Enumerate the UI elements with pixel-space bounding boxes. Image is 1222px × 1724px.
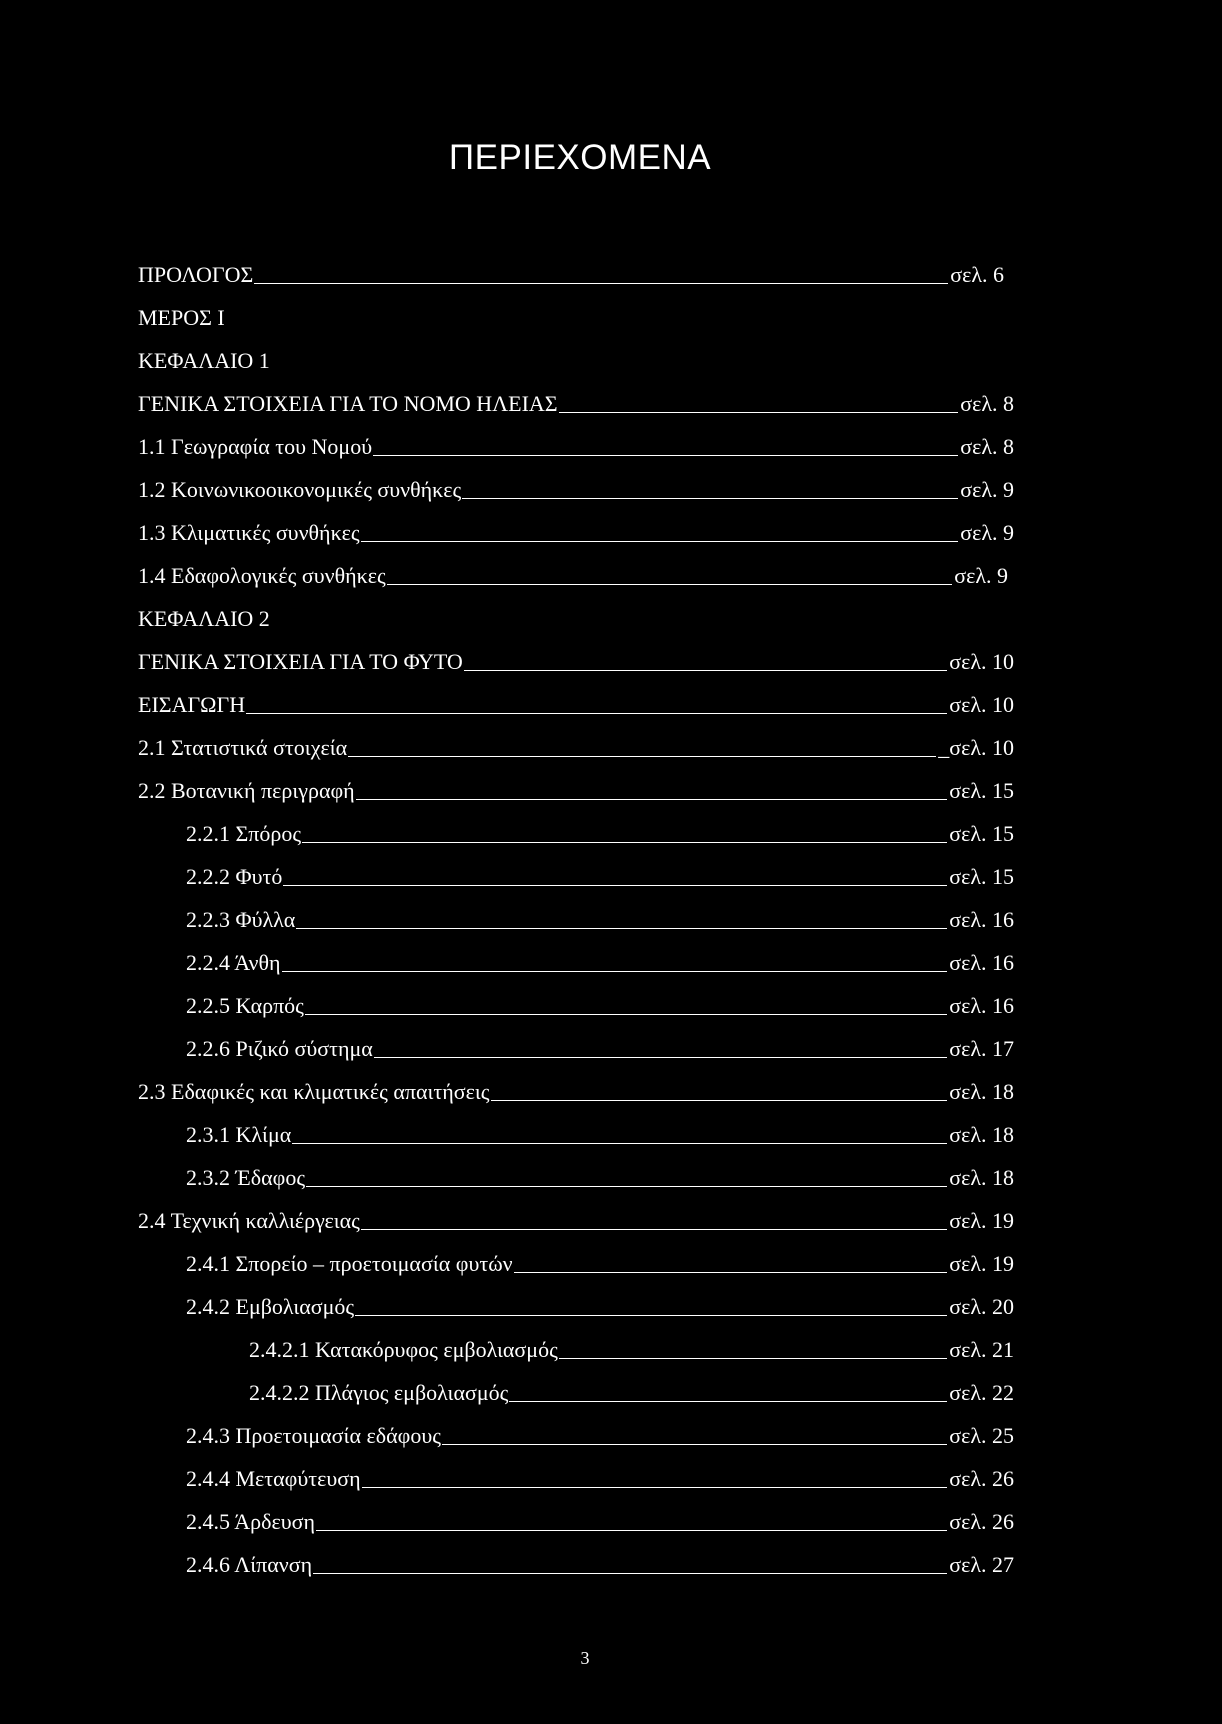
toc-entry-label: 2.2.5 Καρπός [186,993,304,1018]
toc-entry-page: σελ. 19 [949,1208,1014,1233]
toc-leader-line [306,1186,947,1187]
toc-entry [138,563,1008,589]
toc-entry [186,993,1014,1019]
toc-entry-page: σελ. 18 [949,1122,1014,1147]
toc-entry-page: σελ. 8 [960,434,1014,459]
toc-entry-page: σελ. 15 [949,821,1014,846]
toc-leader-line [246,713,947,714]
toc-entry [138,1079,1014,1105]
toc-leader-line [292,1143,947,1144]
toc-entry-page: σελ. 9 [954,563,1008,588]
toc-entry-label: 2.2 Βοτανική περιγραφή [138,778,355,803]
toc-leader-line [442,1444,947,1445]
toc-leader-line [296,928,947,929]
toc-entry [186,1552,1014,1578]
toc-entry [186,1509,1014,1535]
toc-leader-line [462,498,958,499]
toc-entry [186,864,1014,890]
toc-entry-page: σελ. 19 [949,1251,1014,1276]
toc-entry-page: σελ. 8 [960,391,1014,416]
toc-leader-line [282,971,948,972]
toc-entry-label: ΚΕΦΑΛΑΙΟ 2 [138,606,270,631]
toc-leader-line [305,1014,947,1015]
toc-leader-line [387,584,953,585]
toc-entry-page: σελ. 9 [960,477,1014,502]
toc-entry [138,348,270,374]
toc-entry-page: σελ. 25 [949,1423,1014,1448]
toc-leader-line [361,541,959,542]
toc-leader-line [348,756,936,757]
toc-entry [186,1294,1014,1320]
toc-entry-label: 1.4 Εδαφολογικές συνθήκες [138,563,386,588]
toc-entry [186,1423,1014,1449]
toc-entry [249,1380,1014,1406]
toc-entry [249,1337,1014,1363]
toc-leader-line [283,885,947,886]
toc-leader-line [464,670,947,671]
toc-entry-label: 2.3.1 Κλίμα [186,1122,292,1147]
toc-entry-page: σελ. 22 [949,1380,1014,1405]
toc-entry-label: 2.2.3 Φύλλα [186,907,296,932]
toc-entry [138,262,1004,288]
toc-entry-label: 2.2.6 Ριζικό σύστημα [186,1036,373,1061]
toc-entry [186,821,1014,847]
toc-entry-page: σελ. 18 [949,1079,1014,1104]
toc-entry-label: ΕΙΣΑΓΩΓΗ [138,692,246,717]
toc-entry-label: 1.1 Γεωγραφία του Νομού [138,434,373,459]
toc-entry [138,1208,1014,1234]
toc-leader-line [355,1315,947,1316]
toc-leader-line [374,1057,947,1058]
toc-entry-label: 2.2.1 Σπόρος [186,821,302,846]
toc-entry-page: _σελ. 10 [938,735,1014,760]
toc-entry-label: 2.4.4 Μεταφύτευση [186,1466,361,1491]
toc-leader-line [356,799,948,800]
toc-leader-line [254,283,948,284]
toc-entry [186,1165,1014,1191]
toc-entry [138,434,1014,460]
toc-entry [138,477,1014,503]
toc-leader-line [514,1272,948,1273]
toc-leader-line [362,1487,948,1488]
toc-entry-label: 2.4.2.1 Κατακόρυφος εμβολιασμός [249,1337,558,1362]
toc-leader-line [559,412,959,413]
toc-entry [138,606,270,632]
toc-entry-label: 2.4.2 Εμβολιασμός [186,1294,355,1319]
toc-entry [186,1036,1014,1062]
toc-entry-label: 2.4.3 Προετοιμασία εδάφους [186,1423,441,1448]
toc-entry [138,520,1014,546]
toc-entry-label: 2.4.6 Λίπανση [186,1552,313,1577]
toc-entry [186,1122,1014,1148]
toc-entry-label: ΚΕΦΑΛΑΙΟ 1 [138,348,270,373]
toc-entry-label: ΓΕΝΙΚΑ ΣΤΟΙΧΕΙΑ ΓΙΑ ΤΟ ΝΟΜΟ ΗΛΕΙΑΣ [138,391,558,416]
toc-leader-line [316,1530,947,1531]
toc-entry-label: ΓΕΝΙΚΑ ΣΤΟΙΧΕΙΑ ΓΙΑ ΤΟ ΦΥΤΟ [138,649,463,674]
toc-entry-label: ΜΕΡΟΣ Ι [138,305,225,330]
toc-entry-label: 2.4.2.2 Πλάγιος εμβολιασμός [249,1380,509,1405]
toc-leader-line [313,1573,947,1574]
toc-leader-line [509,1401,947,1402]
toc-leader-line [361,1229,947,1230]
toc-entry-page: σελ. 16 [949,993,1014,1018]
toc-entry-label: 2.3.2 Έδαφος [186,1165,306,1190]
toc-entry-label: 1.2 Κοινωνικοοικονομικές συνθήκες [138,477,462,502]
toc-entry-page: σελ. 26 [949,1466,1014,1491]
toc-entry-label: 2.2.2 Φυτό [186,864,283,889]
toc-entry [138,778,1014,804]
toc-entry [138,692,1014,718]
toc-entry-page: σελ. 16 [949,907,1014,932]
toc-entry-page: σελ. 10 [949,692,1014,717]
toc-entry [138,649,1014,675]
toc-leader-line [302,842,947,843]
toc-entry-page: σελ. 26 [949,1509,1014,1534]
toc-entry-page: σελ. 21 [949,1337,1014,1362]
toc-entry [186,1251,1014,1277]
toc-entry-page: σελ. 6 [950,262,1004,287]
toc-entry-page: σελ. 15 [949,864,1014,889]
toc-entry [186,907,1014,933]
toc-entry [186,950,1014,976]
toc-entry-label: 2.4 Τεχνική καλλιέργειας [138,1208,360,1233]
toc-leader-line [491,1100,948,1101]
toc-leader-line [559,1358,947,1359]
toc-entry-page: σελ. 15 [949,778,1014,803]
page-number: 3 [580,1648,590,1668]
toc-entry [138,391,1014,417]
toc-entry [138,735,1014,761]
page-title: ΠΕΡΙΕΧΟΜΕΝΑ [448,138,712,177]
toc-entry-label: 2.2.4 Άνθη [186,950,281,975]
toc-entry-label: ΠΡΟΛΟΓΟΣ [138,262,254,287]
toc-entry-page: σελ. 16 [949,950,1014,975]
toc-leader-line [373,455,958,456]
toc-entry-page: σελ. 17 [949,1036,1014,1061]
toc-entry-page: σελ. 10 [949,649,1014,674]
toc-entry-label: 2.1 Στατιστικά στοιχεία [138,735,348,760]
toc-entry-page: σελ. 27 [949,1552,1014,1577]
toc-entry-label: 2.4.1 Σπορείο – προετοιμασία φυτών [186,1251,513,1276]
toc-entry [186,1466,1014,1492]
toc-entry-page: σελ. 9 [960,520,1014,545]
toc-entry-label: 1.3 Κλιματικές συνθήκες [138,520,360,545]
toc-entry-page: σελ. 20 [949,1294,1014,1319]
toc-entry-label: 2.4.5 Άρδευση [186,1509,316,1534]
toc-entry-label: 2.3 Εδαφικές και κλιματικές απαιτήσεις [138,1079,490,1104]
toc-entry-page: σελ. 18 [949,1165,1014,1190]
toc-entry [138,305,225,331]
